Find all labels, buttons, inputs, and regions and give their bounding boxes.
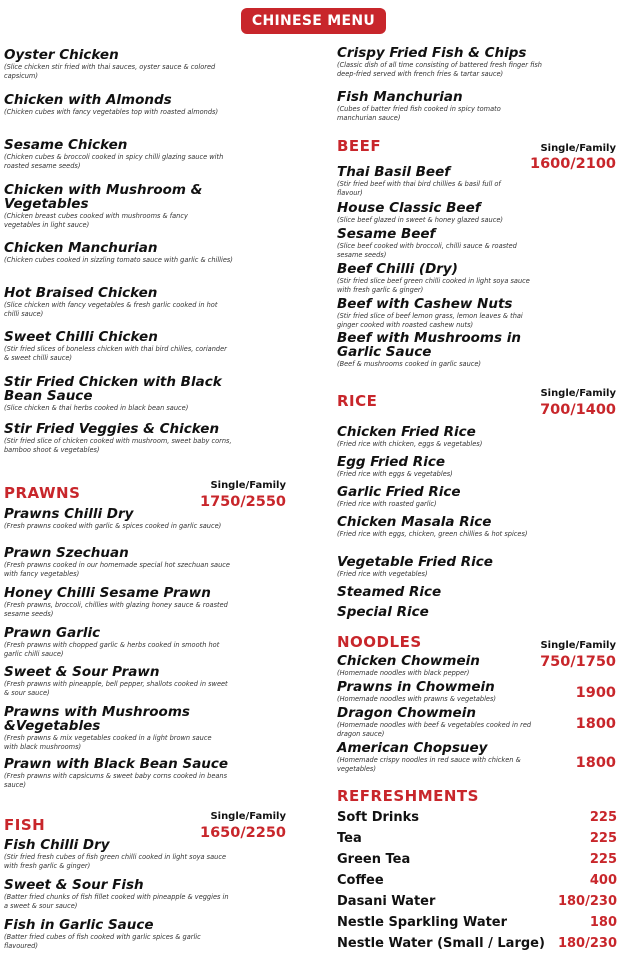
item-description: (Slice beef glazed in sweet & honey glazed sauce) [337, 216, 503, 224]
section-price: 1650/2250 [199, 825, 286, 841]
item-name: Sesame Chicken [4, 137, 128, 153]
refreshment-name: Coffee [337, 873, 384, 888]
menu-item [337, 485, 567, 509]
item-name: Stir Fried Veggies & Chicken [4, 421, 220, 437]
refreshment-row [337, 873, 617, 891]
menu-item [4, 705, 219, 752]
item-description: (Homemade crispy noodles in red sauce with chicken & vegetables) [337, 756, 521, 773]
menu-item [337, 706, 542, 739]
refreshment-row [337, 915, 617, 933]
refreshment-name: Dasani Water [337, 894, 436, 909]
item-name: Beef Chilli (Dry) [337, 261, 458, 277]
size-label: Single/Family [540, 143, 616, 154]
menu-item [4, 375, 226, 413]
section-title-noodles: NOODLES [337, 633, 422, 651]
item-description: (Fried rice with vegetables) [337, 570, 428, 578]
menu-item [337, 46, 547, 79]
section-title-rice: RICE [337, 392, 378, 410]
item-description: (Homemade noodles with prawns & vegetables) [337, 695, 496, 703]
item-name: Prawn Szechuan [4, 545, 129, 561]
item-description: (Stir fried beef with thai bird chillies & basil full of flavour) [337, 180, 501, 197]
menu-item [4, 838, 234, 871]
item-name: Sweet & Sour Prawn [4, 664, 160, 680]
size-label: Single/Family [540, 640, 616, 651]
item-name: Prawns Chilli Dry [4, 506, 134, 522]
item-description: (Beef & mushrooms cooked in garlic sauce) [337, 360, 482, 368]
menu-item [337, 227, 542, 260]
item-description: (Chicken cubes cooked in sizzling tomato sauce with garlic & chillies) [4, 256, 233, 264]
item-name: Sesame Beef [337, 226, 436, 242]
menu-item [337, 741, 542, 774]
refreshment-row [337, 831, 617, 849]
section-price: 1600/2100 [529, 156, 616, 172]
item-name: Dragon Chowmein [337, 705, 476, 721]
refreshment-row [337, 936, 617, 954]
item-description: (Fried rice with eggs & vegetables) [337, 470, 453, 478]
item-description: (Fried rice with chicken, eggs & vegetables) [337, 440, 483, 448]
item-description: (Batter fried cubes of fish cooked with garlic spices & garlic flavoured) [4, 933, 201, 950]
refreshment-price: 180/230 [557, 894, 617, 909]
item-price: 1800 [575, 755, 616, 771]
item-description: (Batter fried chunks of fish fillet cooked with pineapple & veggies in a sweet & sour sauce) [4, 893, 229, 910]
item-description: (Stir fried slice of beef lemon grass, lemon leaves & thai ginger cooked with roasted cashew nuts) [337, 312, 523, 329]
menu-item-name: Steamed Rice [337, 584, 442, 600]
item-description: (Fresh prawns with chopped garlic & herbs cooked in smooth hot garlic chilli sauce) [4, 641, 220, 658]
item-name: Prawn with Black Bean Sauce [4, 756, 229, 772]
menu-item [337, 201, 537, 225]
refreshment-price: 225 [589, 852, 617, 867]
item-name: Fish in Garlic Sauce [4, 917, 154, 933]
size-label: Single/Family [210, 480, 286, 491]
refreshment-name: Tea [337, 831, 362, 846]
item-description: (Homemade noodles with black pepper) [337, 669, 470, 677]
item-description: (Stir fried slice of chicken cooked with mushroom, sweet baby corns, bamboo shoot & vegetables) [4, 437, 232, 454]
refreshment-name: Green Tea [337, 852, 411, 867]
item-description: (Classic dish of all time consisting of battered fresh finger fish deep-fried served with french fries & tartar sauce) [337, 61, 542, 78]
refreshment-row [337, 894, 617, 912]
item-name: Sweet Chilli Chicken [4, 329, 158, 345]
menu-item [337, 331, 537, 369]
item-description: (Chicken cubes & broccoli cooked in spicy chilli glazing sauce with roasted sesame seeds) [4, 153, 224, 170]
item-description: (Cubes of batter fried fish cooked in spicy tomato manchurian sauce) [337, 105, 501, 122]
menu-item [4, 665, 234, 698]
section-title-beef: BEEF [337, 137, 382, 155]
refreshment-price: 400 [589, 873, 617, 888]
item-name: Beef with Cashew Nuts [337, 296, 513, 312]
menu-item [337, 262, 537, 295]
menu-item [4, 918, 234, 951]
item-description: (Chicken breast cubes cooked with mushrooms & fancy vegetables in light sauce) [4, 212, 188, 229]
item-name: Chicken with Almonds [4, 92, 172, 108]
item-name: Beef with Mushrooms in Garlic Sauce [337, 330, 521, 360]
item-name: Prawns in Chowmein [337, 679, 495, 695]
item-price: 1900 [575, 685, 616, 701]
menu-item [4, 422, 234, 455]
menu-item [337, 425, 567, 449]
item-description: (Fresh prawns cooked in our homemade special hot szechuan sauce with fancy vegetables) [4, 561, 230, 578]
item-name: House Classic Beef [337, 200, 481, 216]
menu-item [337, 165, 527, 198]
menu-title-banner: CHINESE MENU [241, 8, 386, 34]
item-price: 750/1750 [540, 654, 616, 670]
section-title-refreshments: REFRESHMENTS [337, 787, 479, 805]
section-title-fish: FISH [4, 816, 46, 834]
menu-item [337, 515, 537, 539]
item-name: Garlic Fried Rice [337, 484, 461, 500]
refreshment-price: 225 [589, 831, 617, 846]
menu-item [337, 455, 567, 479]
section-price: 700/1400 [540, 402, 616, 418]
size-label: Single/Family [540, 388, 616, 399]
item-description: (Chicken cubes with fancy vegetables top with roasted almonds) [4, 108, 219, 116]
item-name: Prawn Garlic [4, 625, 101, 641]
menu-item [4, 48, 234, 81]
item-name: Fish Manchurian [337, 89, 463, 105]
item-name: Egg Fried Rice [337, 454, 445, 470]
menu-item [4, 138, 234, 171]
item-description: (Slice beef cooked with broccoli, chilli sauce & roasted sesame seeds) [337, 242, 517, 259]
item-name: Stir Fried Chicken with Black Bean Sauce [4, 374, 222, 404]
menu-item [4, 330, 234, 363]
menu-item [4, 626, 234, 659]
item-name: Crispy Fried Fish & Chips [337, 45, 527, 61]
item-name: American Chopsuey [337, 740, 488, 756]
item-name: Oyster Chicken [4, 47, 119, 63]
item-name: Chicken Manchurian [4, 240, 158, 256]
item-name: Chicken Chowmein [337, 653, 480, 669]
menu-item [4, 183, 219, 230]
item-description: (Fresh prawns cooked with garlic & spices cooked in garlic sauce) [4, 522, 222, 530]
item-description: (Fresh prawns, broccoli, chillies with glazing honey sauce & roasted sesame seeds) [4, 601, 228, 618]
item-price: 1800 [575, 716, 616, 732]
item-description: (Fried rice with eggs, chicken, green chillies & hot spices) [337, 530, 528, 538]
item-name: Fish Chilli Dry [4, 837, 110, 853]
item-description: (Stir fried slice beef green chilli cooked in light soya sauce with fresh garlic & ginger) [337, 277, 530, 294]
item-description: (Homemade noodles with beef & vegetables cooked in red dragon sauce) [337, 721, 532, 738]
menu-item [337, 297, 537, 330]
menu-item [4, 546, 234, 579]
item-description: (Slice chicken with fancy vegetables & fresh garlic cooked in hot chilli sauce) [4, 301, 218, 318]
item-description: (Stir fried slices of boneless chicken with thai bird chilies, coriander & sweet chilli sauce) [4, 345, 227, 362]
menu-item [337, 680, 537, 704]
item-description: (Fresh prawns with capsicums & sweet baby corns cooked in beans sauce) [4, 772, 228, 789]
item-description: (Slice chicken stir fried with thai sauces, oyster sauce & colored capsicum) [4, 63, 216, 80]
section-price: 1750/2550 [199, 494, 286, 510]
item-description: (Fresh prawns with pineapple, bell pepper, shallots cooked in sweet & sour sauce) [4, 680, 228, 697]
menu-item [4, 757, 244, 790]
item-name: Chicken Fried Rice [337, 424, 476, 440]
menu-item-name: Special Rice [337, 604, 429, 620]
item-name: Sweet & Sour Fish [4, 877, 144, 893]
refreshment-name: Nestle Water (Small / Large) [337, 936, 545, 951]
refreshment-row [337, 810, 617, 828]
menu-item [4, 286, 234, 319]
menu-item [4, 93, 234, 117]
menu-item [4, 241, 234, 265]
item-name: Vegetable Fried Rice [337, 554, 493, 570]
item-description: (Fresh prawns & mix vegetables cooked in a light brown sauce with black mushrooms) [4, 734, 212, 751]
item-name: Hot Braised Chicken [4, 285, 158, 301]
refreshment-price: 180 [589, 915, 617, 930]
menu-item [337, 654, 537, 678]
menu-item [4, 878, 234, 911]
size-label: Single/Family [210, 811, 286, 822]
refreshment-row [337, 852, 617, 870]
refreshment-name: Soft Drinks [337, 810, 419, 825]
refreshment-price: 180/230 [557, 936, 617, 951]
section-title-prawns: PRAWNS [4, 484, 81, 502]
refreshment-name: Nestle Sparkling Water [337, 915, 508, 930]
item-description: (Fried rice with roasted garlic) [337, 500, 437, 508]
refreshment-price: 225 [589, 810, 617, 825]
menu-item [4, 586, 234, 619]
item-name: Chicken with Mushroom & Vegetables [4, 182, 203, 212]
menu-item [4, 507, 234, 531]
menu-item [337, 555, 567, 579]
menu-item [337, 90, 537, 123]
item-name: Chicken Masala Rice [337, 514, 492, 530]
item-name: Prawns with Mushrooms &Vegetables [4, 704, 190, 734]
item-name: Honey Chilli Sesame Prawn [4, 585, 211, 601]
item-description: (Slice chicken & thai herbs cooked in black bean sauce) [4, 404, 189, 412]
item-description: (Stir fried fresh cubes of fish green chilli cooked in light soya sauce with fresh garlic & ginger) [4, 853, 227, 870]
item-name: Thai Basil Beef [337, 164, 451, 180]
